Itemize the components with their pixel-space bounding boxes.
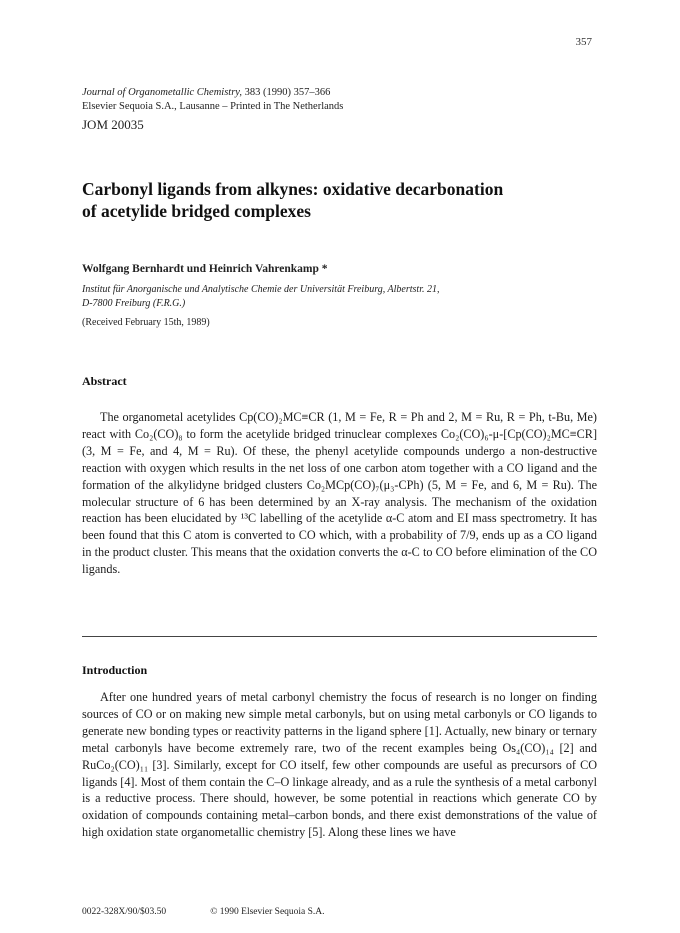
journal-publisher: Elsevier Sequoia S.A., Lausanne – Printed in The Netherlands <box>82 101 344 112</box>
page-footer <box>82 907 602 917</box>
paper-title-line-2: of acetylide bridged complexes <box>82 201 311 221</box>
section-divider <box>82 636 597 637</box>
journal-code: JOM 20035 <box>82 117 144 132</box>
authors: Wolfgang Bernhardt und Heinrich Vahrenkamp * <box>82 263 328 275</box>
introduction-heading: Introduction <box>82 663 148 677</box>
abstract-text: The organometal acetylides Cp(CO)₂MC≡CR (1, M = Fe, R = Ph and 2, M = Ru, R = Ph, t-Bu, Me) react with Co₂(CO)₈ to form the acetylide bridged trinuclear complexes Co₂(CO)₆-μ-[Cp(CO)₂MC≡CR] (3, M = Fe, and 4, M = Ru). Of these, the phenyl acetylide compounds undergo a non-destructive reaction with oxygen which results in the net loss of one carbon atom together with a CO ligand and the formation of the alkylidyne bridged clusters Co₂MCp(CO)₇(μ₃-CPh) (5, M = Fe, and 6, M = Ru). The molecular structure of 6 has been determined by an X-ray analysis. The mechanism of the oxidation reaction has been elucidated by ¹³C labelling of the acetylide α-C atom and EI mass spectrometry. It has been found that this C atom is converted to CO which, with a probability of 7/9, ends up as a CO ligand in the product cluster. This means that the oxidation converts the α-C to CO before elimination of the CO ligands. <box>82 410 597 577</box>
journal-citation-line <box>82 86 602 100</box>
paper-title <box>82 178 602 222</box>
introduction-text: After one hundred years of metal carbonyl chemistry the focus of research is no longer on finding sources of CO or on making new simple metal carbonyls, but on using metal carbonyls or CO ligands to generate new bonding types or reactivity patterns in the ligand sphere [1]. Actually, new binary or ternary metal carbonyls have become extremely rare, two of the recent examples being Os₄(CO)₁₄ [2] and RuCo₂(CO)₁₁ [3]. Similarly, except for CO itself, few other compounds are useful as precursors of CO ligands [4]. Most of them contain the C–O linkage already, and as a rule the synthesis of a metal carbonyl is a reductive process. There should, however, be some potential in reactions which generate CO by oxidation of compounds containing metal–carbon bonds, and there exist demonstrations of the value of high oxidation state organometallic chemistry [5]. Along these lines we have <box>82 690 597 840</box>
affiliation <box>82 283 602 311</box>
introduction-body <box>82 689 597 841</box>
paper-title-line-1: Carbonyl ligands from alkynes: oxidative decarbonation <box>82 179 504 199</box>
abstract-body <box>82 409 597 578</box>
affiliation-line-2: D-7800 Freiburg (F.R.G.) <box>82 298 186 309</box>
footer-copyright: © 1990 Elsevier Sequoia S.A. <box>210 907 325 917</box>
journal-citation: 383 (1990) 357–366 <box>242 87 331 98</box>
received-date: (Received February 15th, 1989) <box>82 317 210 328</box>
footer-code: 0022-328X/90/$03.50 <box>82 907 167 917</box>
journal-header <box>82 86 602 134</box>
journal-name: Journal of Organometallic Chemistry, <box>82 87 243 98</box>
page-number: 357 <box>575 36 592 48</box>
affiliation-line-1: Institut für Anorganische und Analytische Chemie der Universität Freiburg, Albertstr. 21, <box>82 284 440 295</box>
abstract-heading: Abstract <box>82 374 127 388</box>
